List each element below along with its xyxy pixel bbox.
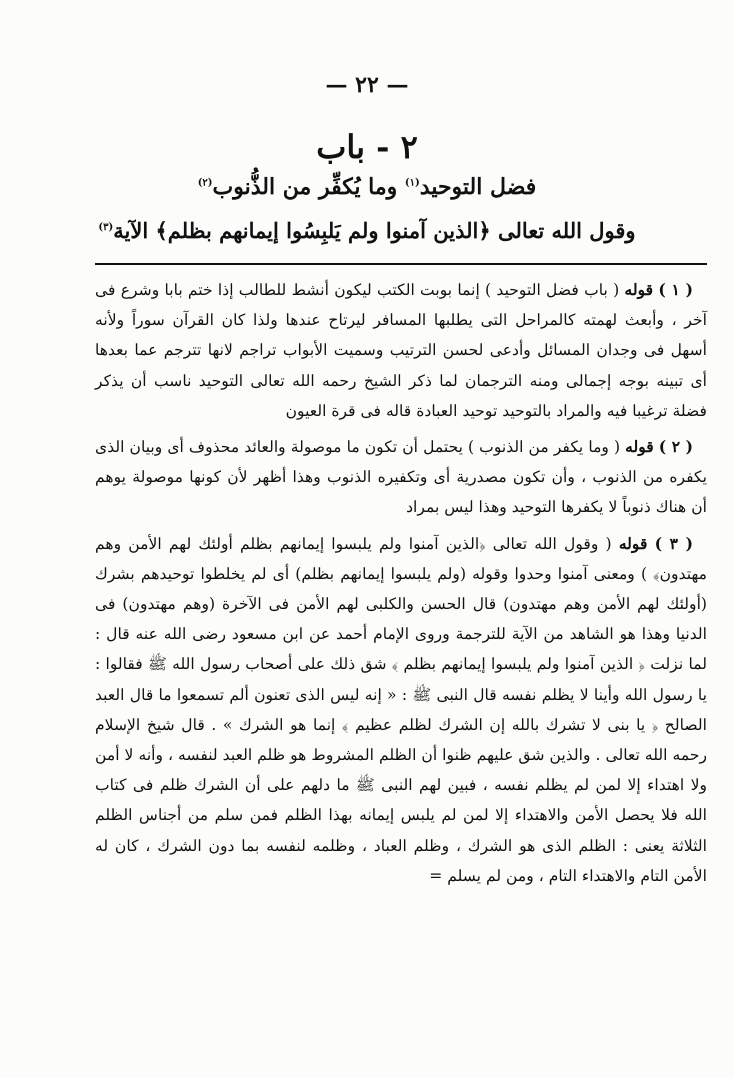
chapter-heading [0, 174, 734, 200]
footnote-marker: (١) [404, 177, 420, 189]
separator-rule [95, 263, 707, 265]
footnote-text: ( باب فضل التوحيد ) إنما بوبت الكتب ليكون أنشط للطالب إذا ختم بابا وشرع فى آخر ، وأبعث لهمته كالمراحل التى يطلبها المسافر ليرتاح عندها ولذا كان القرآن سوراً ولأنه أسهل فى وجدان المسائل وأدعى لحسن الترتيب وسميت الأبواب تراجم لانها تترجم عما بعدها أى تبينه بوجه إجمالى ومنه الترجمان لما ذكر الشيخ رحمه الله تعالى التوحيد ناسب أن يذكر فضلة ترغيبا فيه والمراد بالتوحيد توحيد العبادة قاله فى قرة العيون [95, 281, 707, 420]
footnote-1 [95, 275, 707, 426]
footnote-text: ( وما يكفر من الذنوب ) يحتمل أن تكون ما موصولة والعائد محذوف أى وبيان الذى يكفره من الذنوب ، وأن تكون مصدرية أى وتكفيره الذنوب وهذا أظهر لأن كونها موصولة يوهم أن هناك ذنوباً لا يكفرها التوحيد وهذا ليس بمراد [95, 438, 707, 517]
heading-part-a: فضل التوحيد [419, 174, 537, 200]
footnote-2 [95, 432, 707, 523]
footnote-number: ( ٣ ) [654, 533, 694, 553]
footnote-keyword: قوله [618, 533, 648, 553]
footnote-3 [95, 529, 707, 891]
footnote-marker: (٢) [197, 177, 213, 189]
footnote-keyword: قوله [625, 437, 654, 457]
page-number: — ٢٢ — [325, 72, 409, 98]
heading-part-b: وما يُكفِّر من الذُّنوب [212, 174, 405, 200]
chapter-title: ٢ - باب [316, 128, 418, 166]
footnotes [95, 275, 707, 897]
footnote-marker: (٣) [98, 222, 114, 233]
chapter-subheading [0, 218, 734, 243]
subheading-text: وقول الله تعالى ﴿الذين آمنوا ولم يَلبِسُوا إيمانهم بظلم﴾ الآية [113, 218, 636, 243]
footnote-number: ( ٢ ) [658, 437, 693, 457]
footnote-keyword: قوله [624, 280, 654, 299]
footnote-text: ( وقول الله تعالى ﴿الذين آمنوا ولم يلبسوا إيمانهم بظلم أولئك لهم الأمن وهم مهتدون﴾ ) ومعنى آمنوا وحدوا وقوله (ولم يلبسوا إيمانهم بظلم) أى لم يخلطوا توحيدهم بشرك (أولئك لهم الأمن وهم مهتدون) قال الحسن والكلبى لهم الأمن فى الآخرة (وهم مهتدون) فى الدنيا وهذا هو الشاهد من الآية للترجمة وروى الإمام أحمد عن ابن مسعود رضى الله عنه قال : لما نزلت ﴿ الذين آمنوا ولم يلبسوا إيمانهم بظلم ﴾ شق ذلك على أصحاب رسول الله ﷺ فقالوا : يا رسول الله وأينا لا يظلم نفسه قال النبى ﷺ : « إنه ليس الذى تعنون ألم تسمعوا ما قال العبد الصالح ﴿ يا بنى لا تشرك بالله إن الشرك لظلم عظيم ﴾ إنما هو الشرك » . قال شيخ الإسلام رحمه الله تعالى . والذين شق عليهم ظنوا أن الظلم المشروط هو ظلم العبد لنفسه ، وأنه لا أمن ولا اهتداء إلا لمن لم يظلم نفسه ، فبين لهم النبى ﷺ ما دلهم على أن الشرك ظلم فى كتاب الله فلا يحصل الأمن والاهتداء إلا لمن لم يلبس إيمانه بهذا الظلم فمن سلم من أجناس الظلم الثلاثة يعنى : الظلم الذى هو الشرك ، وظلم العباد ، وظلمه لنفسه بما دون الشرك ، كان له الأمن التام والاهتداء التام ، ومن لم يسلم = [95, 534, 707, 885]
footnote-number: ( ١ ) [658, 280, 693, 299]
